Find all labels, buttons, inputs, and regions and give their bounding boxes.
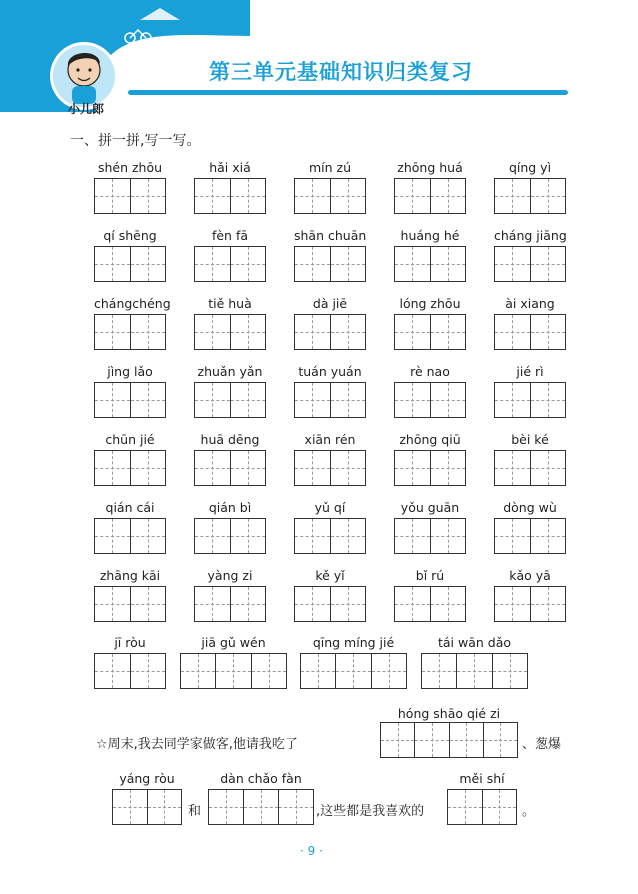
writing-grid[interactable]: [94, 653, 166, 689]
writing-grid[interactable]: [94, 382, 166, 418]
writing-grid[interactable]: [394, 382, 466, 418]
pinyin-label: qián cái: [105, 500, 155, 515]
pinyin-label: yǒu guān: [400, 500, 460, 515]
passage-text: ☆周末,我去同学家做客,他请我吃了: [96, 737, 298, 752]
writing-grid[interactable]: [421, 653, 528, 689]
writing-grid[interactable]: [494, 178, 566, 214]
pinyin-label: huā dēng: [200, 432, 260, 447]
writing-grid[interactable]: [380, 722, 518, 758]
writing-grid[interactable]: [94, 450, 166, 486]
pinyin-label: dòng wù: [503, 500, 557, 515]
pinyin-label: kě yǐ: [315, 568, 345, 583]
pinyin-label: cháng jiāng: [494, 228, 567, 243]
writing-grid[interactable]: [94, 586, 166, 622]
pinyin-label: shén zhōu: [97, 160, 163, 175]
page-number: · 9 ·: [300, 844, 323, 858]
pinyin-label: jìng lǎo: [107, 364, 153, 379]
writing-grid[interactable]: [294, 246, 366, 282]
writing-grid[interactable]: [494, 382, 566, 418]
pinyin-label: tuán yuán: [298, 364, 362, 379]
writing-grid[interactable]: [112, 789, 182, 825]
pinyin-label: chángchéng: [94, 296, 171, 311]
writing-grid[interactable]: [294, 382, 366, 418]
writing-grid[interactable]: [94, 314, 166, 350]
writing-grid[interactable]: [494, 246, 566, 282]
passage-text: ,这些都是我喜欢的: [316, 804, 425, 819]
pinyin-label: xiān rén: [304, 432, 356, 447]
writing-grid[interactable]: [394, 586, 466, 622]
pinyin-label: bèi ké: [511, 432, 549, 447]
passage-text: 和: [188, 804, 202, 819]
writing-grid[interactable]: [180, 653, 287, 689]
section-heading: 一、拼一拼,写一写。: [70, 133, 201, 149]
pinyin-label: qí shēng: [103, 228, 157, 243]
pinyin-label: bǐ rú: [415, 568, 445, 583]
writing-grid[interactable]: [447, 789, 517, 825]
pinyin-label: zhōng huá: [397, 160, 463, 175]
writing-grid[interactable]: [94, 246, 166, 282]
writing-grid[interactable]: [294, 178, 366, 214]
passage-text: 。: [522, 804, 536, 819]
writing-grid[interactable]: [294, 518, 366, 554]
pinyin-label: qīng míng jié: [312, 635, 395, 650]
pinyin-label: jié rì: [516, 364, 544, 379]
pinyin-label: jiā gǔ wén: [201, 635, 266, 650]
pinyin-label: hóng shāo qié zi: [397, 706, 501, 721]
writing-grid[interactable]: [194, 178, 266, 214]
writing-grid[interactable]: [394, 246, 466, 282]
pinyin-label: qíng yì: [508, 160, 552, 175]
writing-grid[interactable]: [494, 314, 566, 350]
pinyin-label: mín zú: [308, 160, 352, 175]
writing-grid[interactable]: [494, 450, 566, 486]
pinyin-label: zhōng qiū: [399, 432, 461, 447]
writing-grid[interactable]: [394, 518, 466, 554]
pinyin-label: hǎi xiá: [209, 160, 251, 175]
writing-grid[interactable]: [194, 450, 266, 486]
writing-grid[interactable]: [300, 653, 407, 689]
writing-grid[interactable]: [294, 314, 366, 350]
pinyin-label: yáng ròu: [119, 771, 175, 786]
writing-grid[interactable]: [394, 450, 466, 486]
writing-grid[interactable]: [494, 586, 566, 622]
pinyin-label: yàng zi: [207, 568, 253, 583]
writing-grid[interactable]: [294, 586, 366, 622]
pinyin-label: chūn jié: [105, 432, 155, 447]
pinyin-label: měi shí: [459, 771, 505, 786]
writing-grid[interactable]: [208, 789, 314, 825]
passage-text: 、葱爆: [522, 737, 562, 752]
pinyin-label: shān chuān: [294, 228, 367, 243]
title-underline: [128, 90, 568, 95]
pinyin-label: fèn fā: [211, 228, 249, 243]
pinyin-label: kǎo yā: [509, 568, 551, 583]
pinyin-label: lóng zhōu: [399, 296, 461, 311]
pinyin-label: jī ròu: [114, 635, 146, 650]
pinyin-label: dà jiē: [312, 296, 348, 311]
pinyin-label: zhuǎn yǎn: [197, 364, 263, 379]
writing-grid[interactable]: [194, 518, 266, 554]
writing-grid[interactable]: [94, 178, 166, 214]
pinyin-label: zhāng kāi: [99, 568, 161, 583]
writing-grid[interactable]: [194, 382, 266, 418]
pinyin-label: dàn chǎo fàn: [220, 771, 302, 786]
pinyin-label: rè nao: [410, 364, 450, 379]
mascot-label: 小儿郎: [68, 102, 105, 116]
writing-grid[interactable]: [394, 178, 466, 214]
writing-grid[interactable]: [394, 314, 466, 350]
pinyin-label: yǔ qí: [314, 500, 346, 515]
page-title: 第三单元基础知识归类复习: [209, 60, 473, 84]
pinyin-label: huáng hé: [400, 228, 460, 243]
pinyin-label: qián bì: [208, 500, 252, 515]
writing-grid[interactable]: [94, 518, 166, 554]
writing-grid[interactable]: [194, 246, 266, 282]
pinyin-label: ài xiang: [505, 296, 555, 311]
pinyin-label: tiě huà: [208, 296, 252, 311]
writing-grid[interactable]: [194, 314, 266, 350]
writing-grid[interactable]: [294, 450, 366, 486]
writing-grid[interactable]: [194, 586, 266, 622]
pinyin-label: tái wān dǎo: [437, 635, 512, 650]
writing-grid[interactable]: [494, 518, 566, 554]
